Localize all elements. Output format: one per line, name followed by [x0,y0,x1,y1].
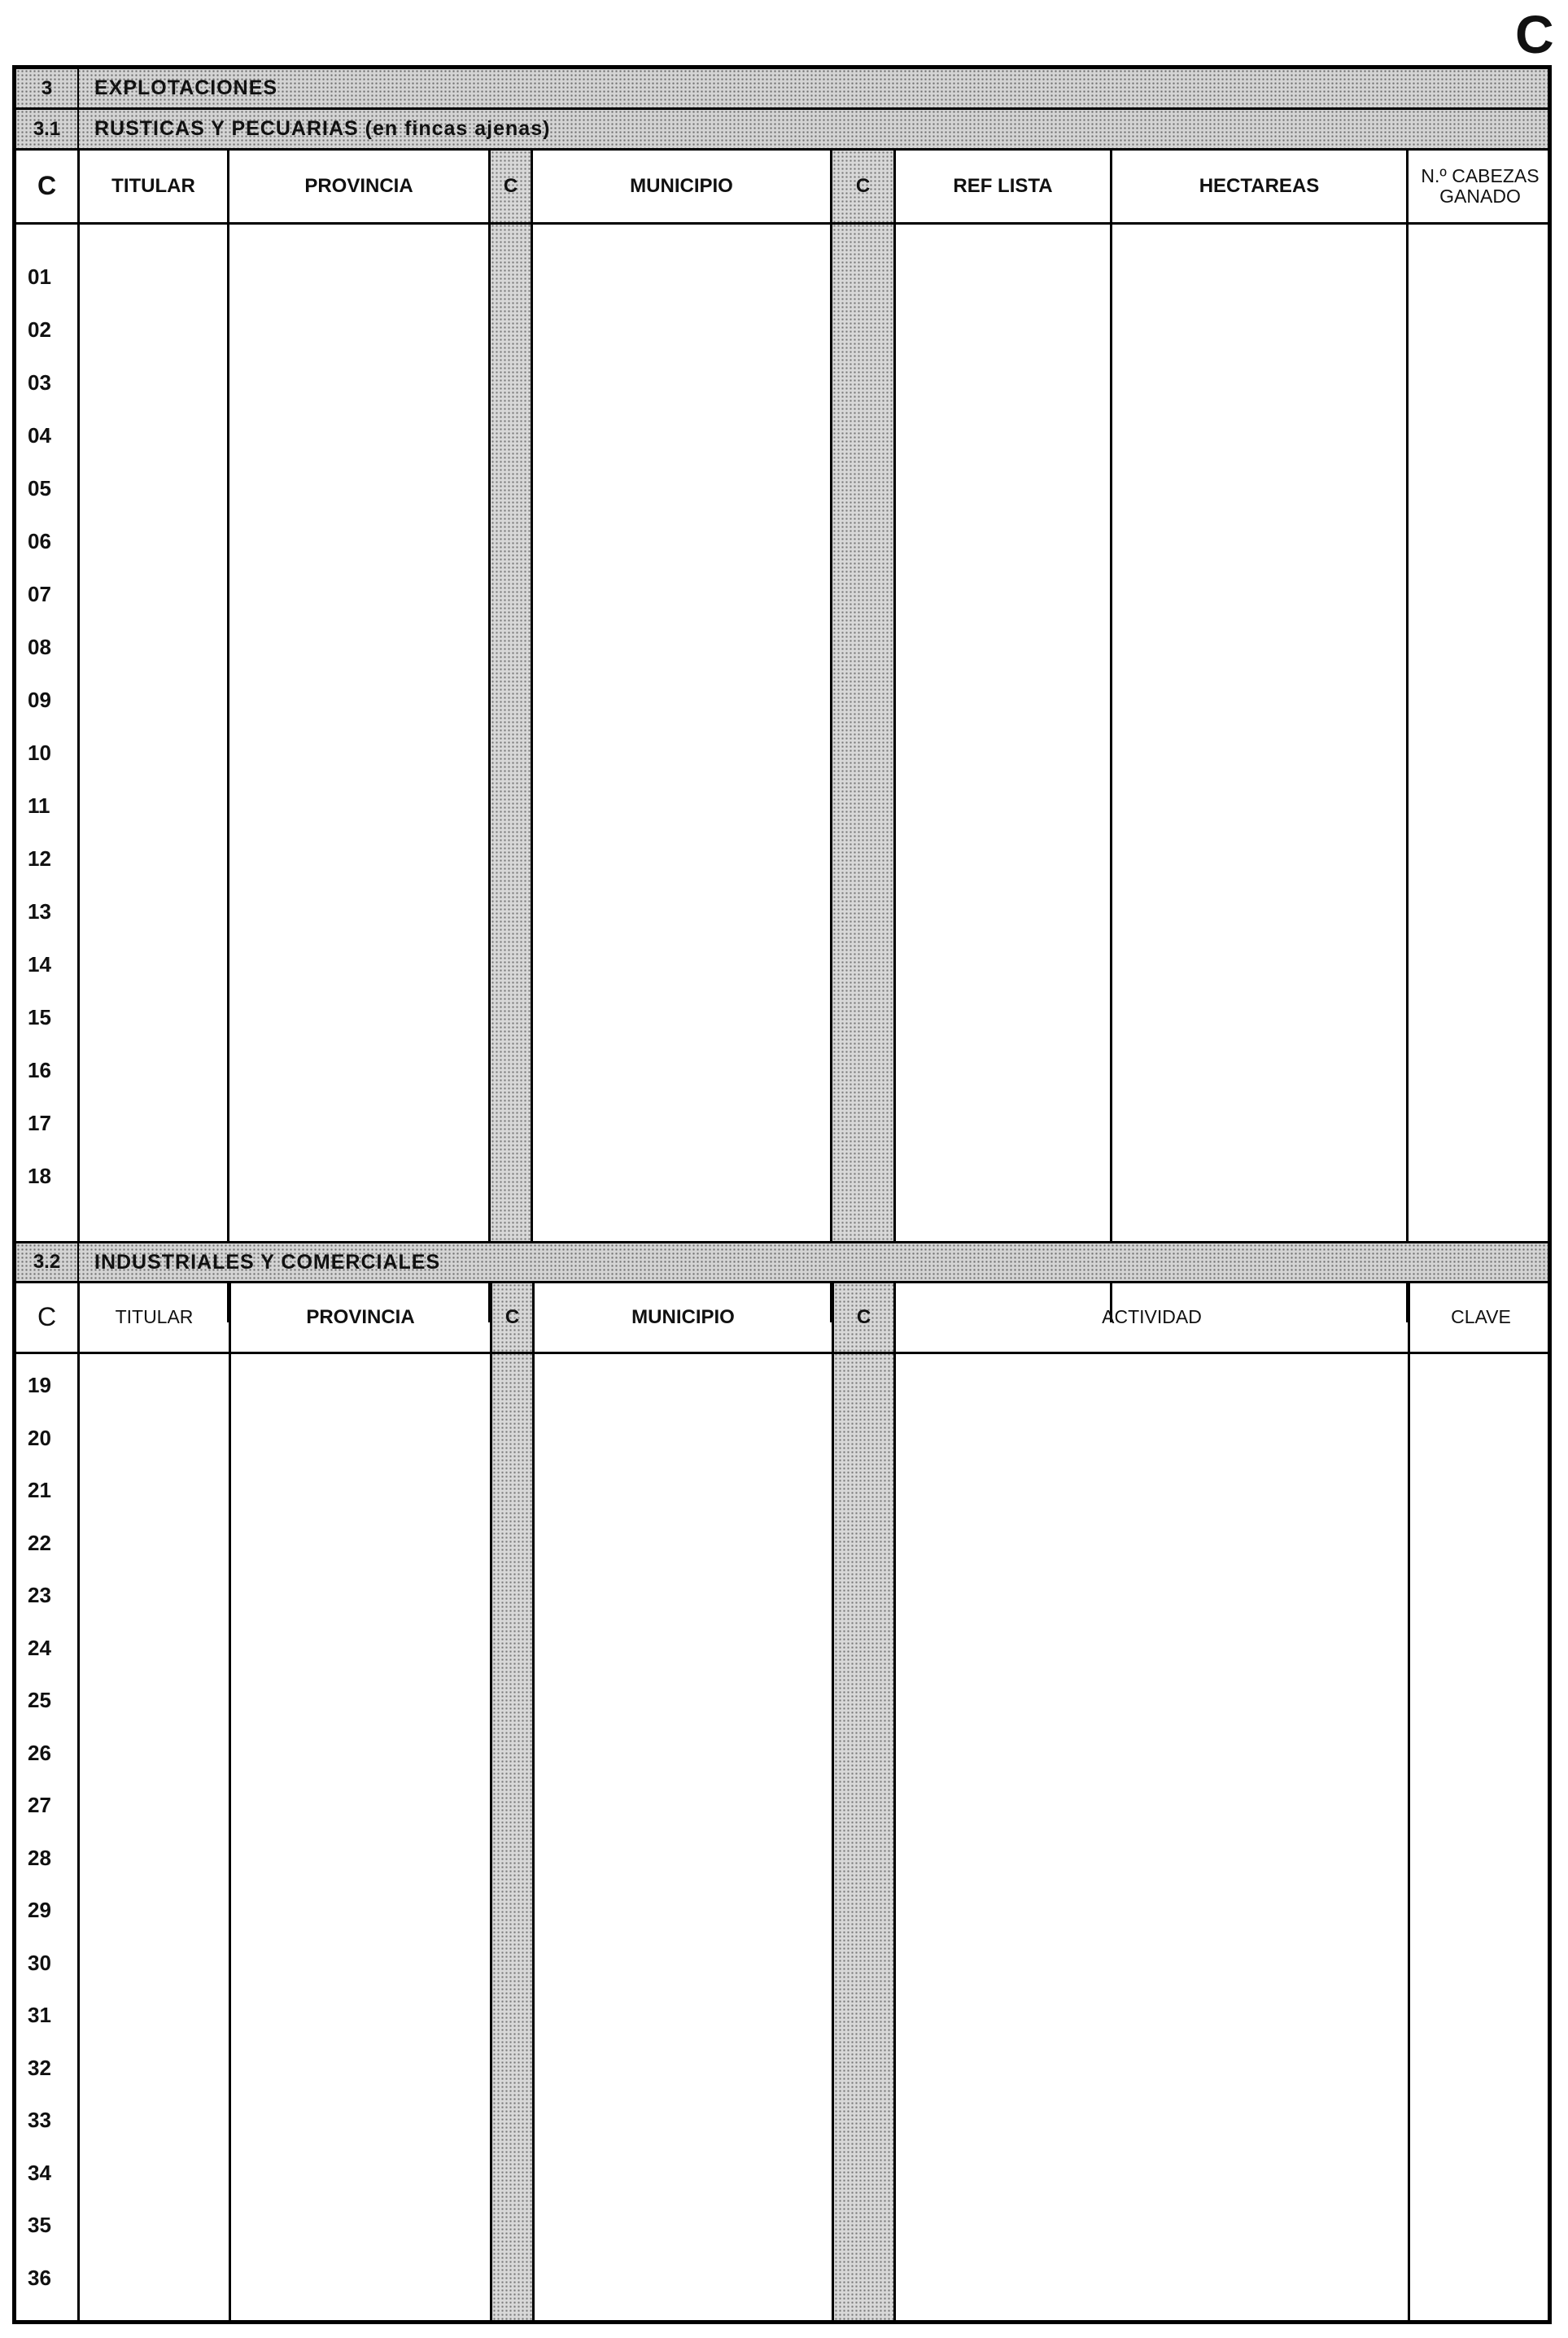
row-number: 33 [28,2108,51,2132]
rusticas-header-titular: TITULAR [111,174,195,197]
industriales-header-clave: CLAVE [1451,1306,1511,1328]
row-number: 20 [28,1425,51,1450]
row-number: 29 [28,1898,51,1922]
row-number: 23 [28,1583,51,1607]
row-number: 35 [28,2213,51,2237]
row-number: 05 [28,476,51,500]
rusticas-header-c3: C [855,174,871,197]
rusticas-header-c2: C [503,174,518,197]
section-3-2-title: INDUSTRIALES Y COMERCIALES [94,1250,441,1274]
row-number: 31 [28,2003,51,2027]
row-number: 13 [28,899,51,924]
rusticas-header-cabezas-line2: GANADO [1439,186,1521,207]
row-number: 30 [28,1950,51,1975]
row-number: 07 [28,582,51,606]
row-number: 10 [28,741,51,765]
row-number: 22 [28,1530,51,1555]
industriales-c2-column-shade [832,1283,896,2320]
section-3-1-title: RUSTICAS Y PECUARIAS (en fincas ajenas) [94,117,551,140]
row-number: 32 [28,2055,51,2080]
row-number: 27 [28,1793,51,1817]
section-3-1-number: 3.1 [16,110,79,148]
section-3-1-header [16,110,1548,151]
industriales-c-column-shade [490,1283,535,2320]
rusticas-header-ref-lista: REF LISTA [953,174,1053,197]
section-3-2-header [16,1241,1548,1283]
rusticas-c2-column-shade [830,151,896,1322]
industriales-header-actividad: ACTIVIDAD [1102,1306,1202,1328]
row-number: 06 [28,529,51,553]
row-number: 21 [28,1478,51,1502]
row-number: 34 [28,2160,51,2185]
industriales-table [16,1283,1548,2320]
rusticas-table [16,151,1548,1322]
rusticas-header-cabezas [1409,151,1552,222]
industriales-header-titular: TITULAR [115,1306,194,1328]
row-number: 11 [28,793,50,818]
row-number: 25 [28,1688,51,1712]
row-number: 16 [28,1058,51,1082]
row-number: 14 [28,952,51,977]
explotaciones-form [12,65,1552,2324]
page-letter: C [1515,4,1554,64]
row-number: 12 [28,846,51,871]
row-number: 04 [28,423,51,448]
industriales-header-c3: C [856,1305,871,1328]
rusticas-header-c: C [37,171,57,201]
rusticas-header-municipio: MUNICIPIO [630,174,733,197]
row-number: 08 [28,635,51,659]
rusticas-header-provincia: PROVINCIA [304,174,413,197]
industriales-header-c: C [37,1302,57,1332]
row-number: 36 [28,2265,51,2290]
row-number: 02 [28,317,51,342]
row-number: 18 [28,1164,51,1188]
industriales-header-provincia: PROVINCIA [306,1305,415,1328]
section-3-2-number: 3.2 [16,1243,79,1281]
row-number: 26 [28,1740,51,1765]
row-number: 09 [28,688,51,712]
rusticas-header-cabezas-line1: N.º CABEZAS [1421,164,1540,186]
section-3-number: 3 [16,69,79,107]
section-3-header [16,69,1548,110]
industriales-header-c2: C [504,1305,520,1328]
rusticas-c-column-shade [488,151,533,1322]
row-number: 15 [28,1005,51,1029]
row-number: 17 [28,1111,51,1135]
industriales-header-municipio: MUNICIPIO [631,1305,735,1328]
row-number: 03 [28,370,51,395]
section-3-title: EXPLOTACIONES [94,76,278,99]
row-number: 19 [28,1373,51,1397]
row-number: 24 [28,1635,51,1660]
row-number: 28 [28,1845,51,1870]
row-number: 01 [28,264,51,289]
rusticas-header-hectareas: HECTAREAS [1199,174,1320,197]
